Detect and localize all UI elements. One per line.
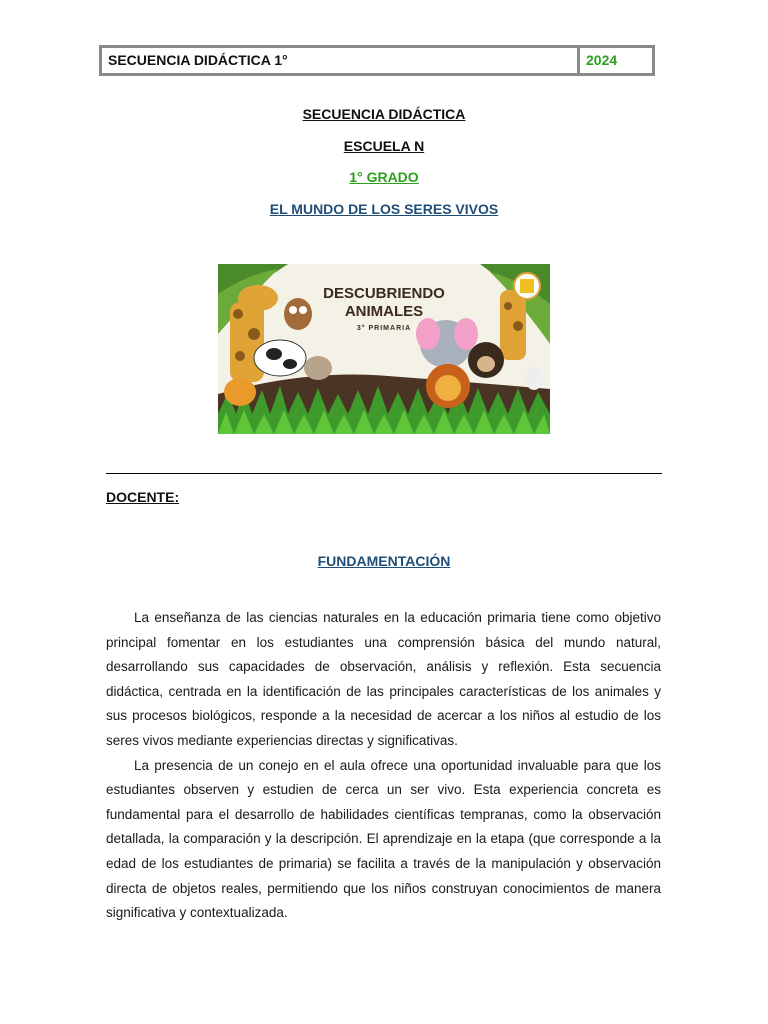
banner-subtitle: 3° PRIMARIA [356,325,412,332]
paragraph: La enseñanza de las ciencias naturales en la educación primaria tiene como objetivo principal fomentar en los estudiantes una comprensión básica del mundo natural, desarrollando sus capacidades de observación, análisis y reflexión. Esta secuencia didáctica, centrada en la identificación de las principales características de los animales y sus procesos biológicos, responde a la necesidad de acercar a los niños al estudio de los seres vivos mediante experiencias directas y significativas. [106,610,661,748]
docente-label: DOCENTE: [106,489,180,505]
fundamentacion-body [106,606,661,926]
grade-label: 1° GRADO [349,169,419,185]
signature-line [106,473,662,474]
header-table [99,45,655,76]
header-year: 2024 [586,52,618,68]
topic-title: EL MUNDO DE LOS SERES VIVOS [269,201,499,217]
banner-title-line1: DESCUBRIENDO [323,285,445,302]
school-name: ESCUELA N [343,138,425,154]
main-title: SECUENCIA DIDÁCTICA [302,106,466,122]
section-heading: FUNDAMENTACIÓN [317,553,451,569]
header-title: SECUENCIA DIDÁCTICA 1° [102,48,580,73]
banner-title-line2: ANIMALES [344,303,424,320]
animals-banner-image [218,264,550,434]
paragraph: La presencia de un conejo en el aula ofrece una oportunidad invaluable para que los estudiantes observen y estudien de cerca un ser vivo. Esta experiencia concreta es fundamental para el desarrollo de habilidades científicas tempranas, como la observación detallada, la comparación y la descripción. El aprendizaje en la etapa (que corresponde a la edad de los estudiantes de primaria) se facilita a través de la manipulación y observación directa de objetos reales, permitiendo que los niños construyan conocimientos de manera significativa y contextualizada. [106,757,661,921]
